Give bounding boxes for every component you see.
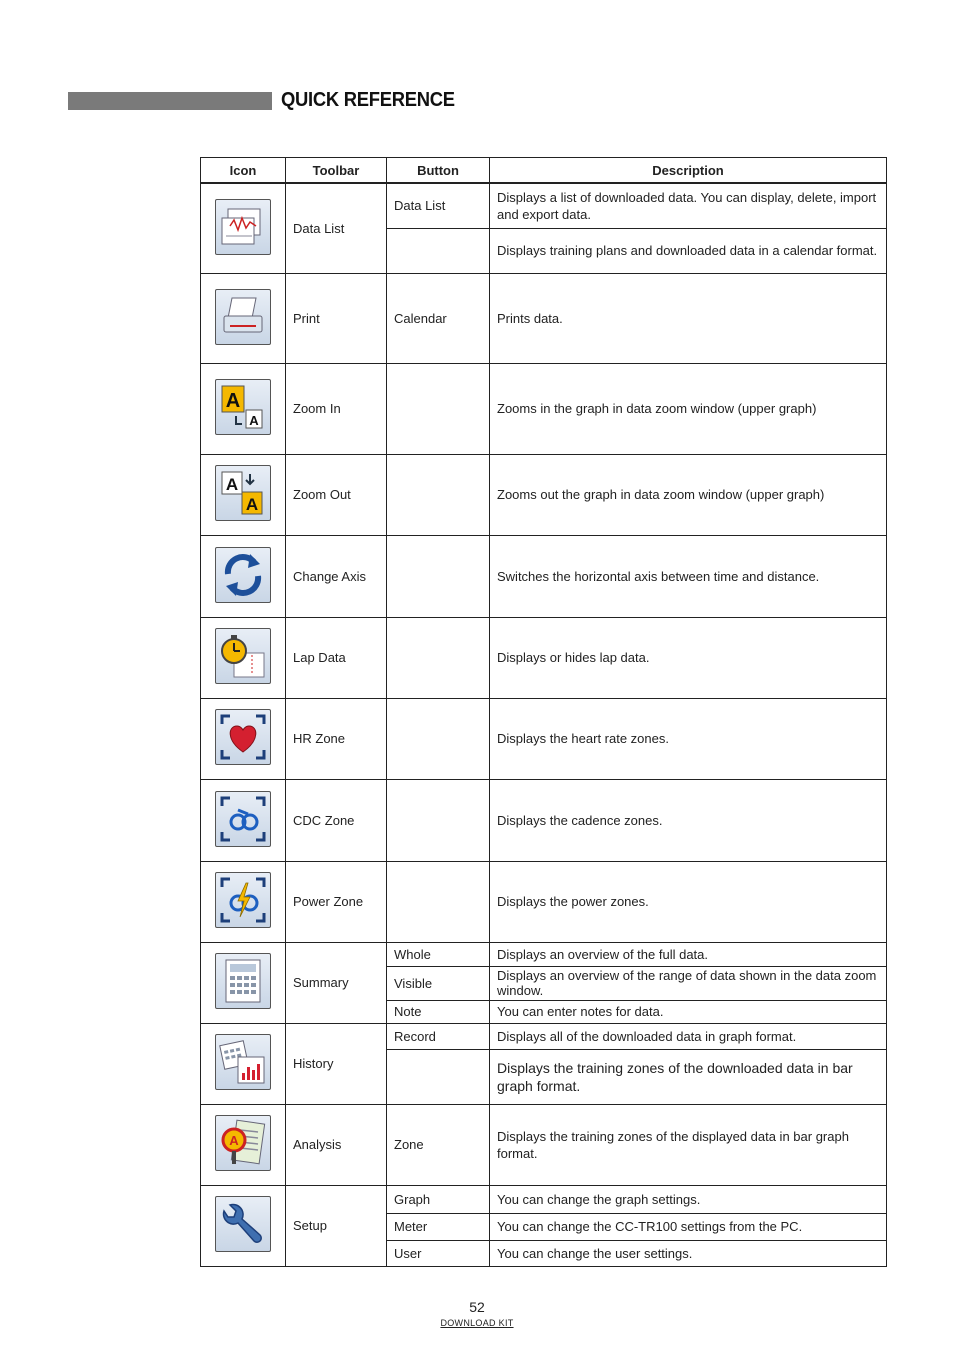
table-row — [201, 617, 887, 698]
section-header-bar — [68, 92, 272, 110]
svg-text:A: A — [229, 1133, 239, 1148]
svg-text:A: A — [249, 413, 259, 428]
button-cell — [387, 454, 490, 535]
table-row — [201, 454, 887, 535]
zoom-in-icon[interactable] — [215, 379, 271, 435]
description-cell: You can enter notes for data. — [490, 1000, 887, 1023]
button-cell: Visible — [387, 966, 490, 1000]
table-row — [201, 861, 887, 942]
summary-icon[interactable] — [215, 953, 271, 1009]
toolbar-cell: HR Zone — [286, 698, 387, 779]
description-cell: Zooms out the graph in data zoom window (upper graph) — [490, 454, 887, 535]
toolbar-cell: CDC Zone — [286, 779, 387, 861]
toolbar-cell: Summary — [286, 942, 387, 1023]
print-icon[interactable] — [215, 289, 271, 345]
table-row — [201, 183, 887, 228]
table-row — [201, 363, 887, 454]
button-cell — [387, 535, 490, 617]
toolbar-cell: Zoom In — [286, 363, 387, 454]
column-header-toolbar: Toolbar — [286, 158, 387, 184]
table-header-row — [201, 158, 887, 184]
button-cell: Zone — [387, 1104, 490, 1185]
change-axis-icon[interactable] — [215, 547, 271, 603]
button-cell — [387, 363, 490, 454]
table-row — [201, 1104, 887, 1185]
description-cell: Displays the power zones. — [490, 861, 887, 942]
description-cell: Switches the horizontal axis between time and distance. — [490, 535, 887, 617]
page-number: 52 — [469, 1299, 485, 1315]
toolbar-cell: Data List — [286, 183, 387, 273]
button-cell: Graph — [387, 1185, 490, 1213]
button-cell — [387, 1049, 490, 1104]
toolbar-cell: Analysis — [286, 1104, 387, 1185]
description-cell: Displays an overview of the full data. — [490, 942, 887, 966]
button-cell — [387, 861, 490, 942]
table-row — [201, 698, 887, 779]
table-row — [201, 942, 887, 966]
description-cell: Displays the heart rate zones. — [490, 698, 887, 779]
table-row — [201, 1023, 887, 1049]
data-list-icon[interactable] — [215, 199, 271, 255]
toolbar-cell: Setup — [286, 1185, 387, 1266]
svg-text:A: A — [225, 390, 241, 412]
description-cell: Displays training plans and downloaded data in a calendar format. — [490, 228, 887, 273]
cdc-zone-icon[interactable] — [215, 791, 271, 847]
description-cell: You can change the user settings. — [490, 1240, 887, 1266]
lap-data-icon[interactable] — [215, 628, 271, 684]
table-row — [201, 779, 887, 861]
description-cell: Displays the training zones of the displayed data in bar graph format. — [490, 1104, 887, 1185]
button-cell: Note — [387, 1000, 490, 1023]
footer-label: DOWNLOAD KIT — [440, 1318, 514, 1328]
toolbar-cell: Zoom Out — [286, 454, 387, 535]
description-cell: Displays an overview of the range of data shown in the data zoom window. — [490, 966, 887, 1000]
description-cell: Displays or hides lap data. — [490, 617, 887, 698]
analysis-icon[interactable] — [215, 1115, 271, 1171]
setup-icon[interactable] — [215, 1196, 271, 1252]
description-cell: Prints data. — [490, 273, 887, 363]
button-cell: Meter — [387, 1213, 490, 1240]
toolbar-cell: Lap Data — [286, 617, 387, 698]
column-header-description: Description — [490, 158, 887, 184]
history-icon[interactable] — [215, 1034, 271, 1090]
description-cell: Displays a list of downloaded data. You can display, delete, import and export data. — [490, 183, 887, 228]
button-cell — [387, 779, 490, 861]
zoom-out-icon[interactable] — [215, 465, 271, 521]
button-cell: User — [387, 1240, 490, 1266]
button-cell: Calendar — [387, 273, 490, 363]
button-cell — [387, 617, 490, 698]
table-row — [201, 273, 887, 363]
power-zone-icon[interactable] — [215, 872, 271, 928]
button-cell: Record — [387, 1023, 490, 1049]
button-cell: Data List — [387, 183, 490, 228]
button-cell: Whole — [387, 942, 490, 966]
toolbar-cell: History — [286, 1023, 387, 1104]
button-cell — [387, 228, 490, 273]
column-header-button: Button — [387, 158, 490, 184]
toolbar-cell: Power Zone — [286, 861, 387, 942]
description-cell: You can change the CC-TR100 settings from the PC. — [490, 1213, 887, 1240]
hr-zone-icon[interactable] — [215, 709, 271, 765]
description-cell: Displays all of the downloaded data in graph format. — [490, 1023, 887, 1049]
description-cell: Zooms in the graph in data zoom window (upper graph) — [490, 363, 887, 454]
table-row — [201, 535, 887, 617]
description-cell: Displays the cadence zones. — [490, 779, 887, 861]
page-title: QUICK REFERENCE — [281, 89, 455, 111]
column-header-icon: Icon — [201, 158, 286, 184]
svg-text:A: A — [245, 495, 259, 514]
description-cell: You can change the graph settings. — [490, 1185, 887, 1213]
table-row — [201, 1185, 887, 1213]
description-cell: Displays the training zones of the downloaded data in bar graph format. — [490, 1049, 887, 1104]
svg-text:A: A — [225, 475, 239, 494]
toolbar-cell: Change Axis — [286, 535, 387, 617]
toolbar-cell: Print — [286, 273, 387, 363]
quick-reference-table — [200, 157, 887, 1267]
button-cell — [387, 698, 490, 779]
